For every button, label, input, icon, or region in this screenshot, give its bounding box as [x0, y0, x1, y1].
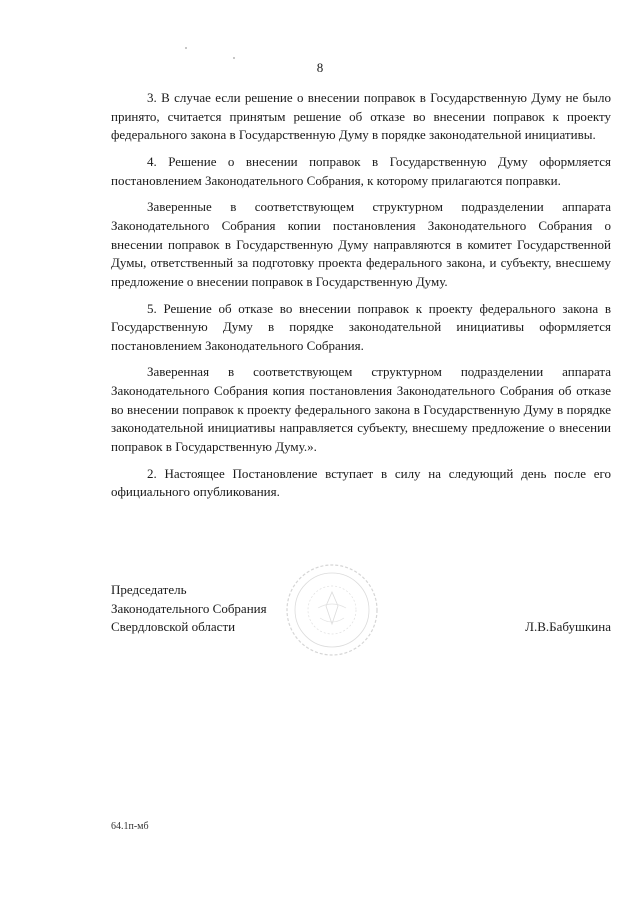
- paragraph-3: 3. В случае если решение о внесении поправок в Государственную Думу не было принято, считается принятым решение об отказе во внесении поправок к проекту федерального закона в Государственную Думу в порядке законодательной инициативы.: [111, 90, 611, 143]
- signatory-name: Л.В.Бабушкина: [525, 619, 611, 634]
- signatory-position-line: Председатель: [111, 582, 187, 597]
- document-body: [111, 89, 611, 510]
- signatory-position-line: Свердловской области: [111, 619, 236, 635]
- scan-speck: [185, 47, 187, 49]
- document-code: 64.1п-мб: [111, 821, 149, 832]
- signatory-position-line: Законодательного Собрания: [111, 600, 267, 616]
- page-number: 8: [316, 60, 324, 75]
- paragraph-effective-date: 2. Настоящее Постановление вступает в силу на следующий день после его официального опубликования.: [111, 465, 611, 500]
- scan-speck: [233, 57, 235, 59]
- paragraph-5: 5. Решение об отказе во внесении поправок к проекту федерального закона в Государственную Думу в порядке законодательной инициативы оформляется постановлением Законодательного Собрания.: [111, 300, 611, 353]
- signature-block: [111, 581, 611, 641]
- paragraph-5-copy: Заверенная в соответствующем структурном подразделении аппарата Законодательного Собрания копия постановления Законодательного Собрания об отказе во внесении поправок к проекту федерального закона в Государственную Думу в порядке законодательной инициативы направляется субъекту, внесшему предложение о внесении поправок в Государственную Думу.».: [111, 364, 611, 454]
- signatory-position: [111, 581, 267, 637]
- paragraph-4-copies: Заверенные в соответствующем структурном подразделении аппарата Законодательного Собрания копии постановления Законодательного Собрания о внесении поправок в Государственную Думу направляются в комитет Государственной Думы, ответственный за подготовку проекта федерального закона, и субъекту, внесшему предложение о внесении поправок в Государственную Думу.: [111, 199, 611, 289]
- paragraph-4: 4. Решение о внесении поправок в Государственную Думу оформляется постановлением Законодательного Собрания, к которому прилагаются поправки.: [111, 153, 611, 188]
